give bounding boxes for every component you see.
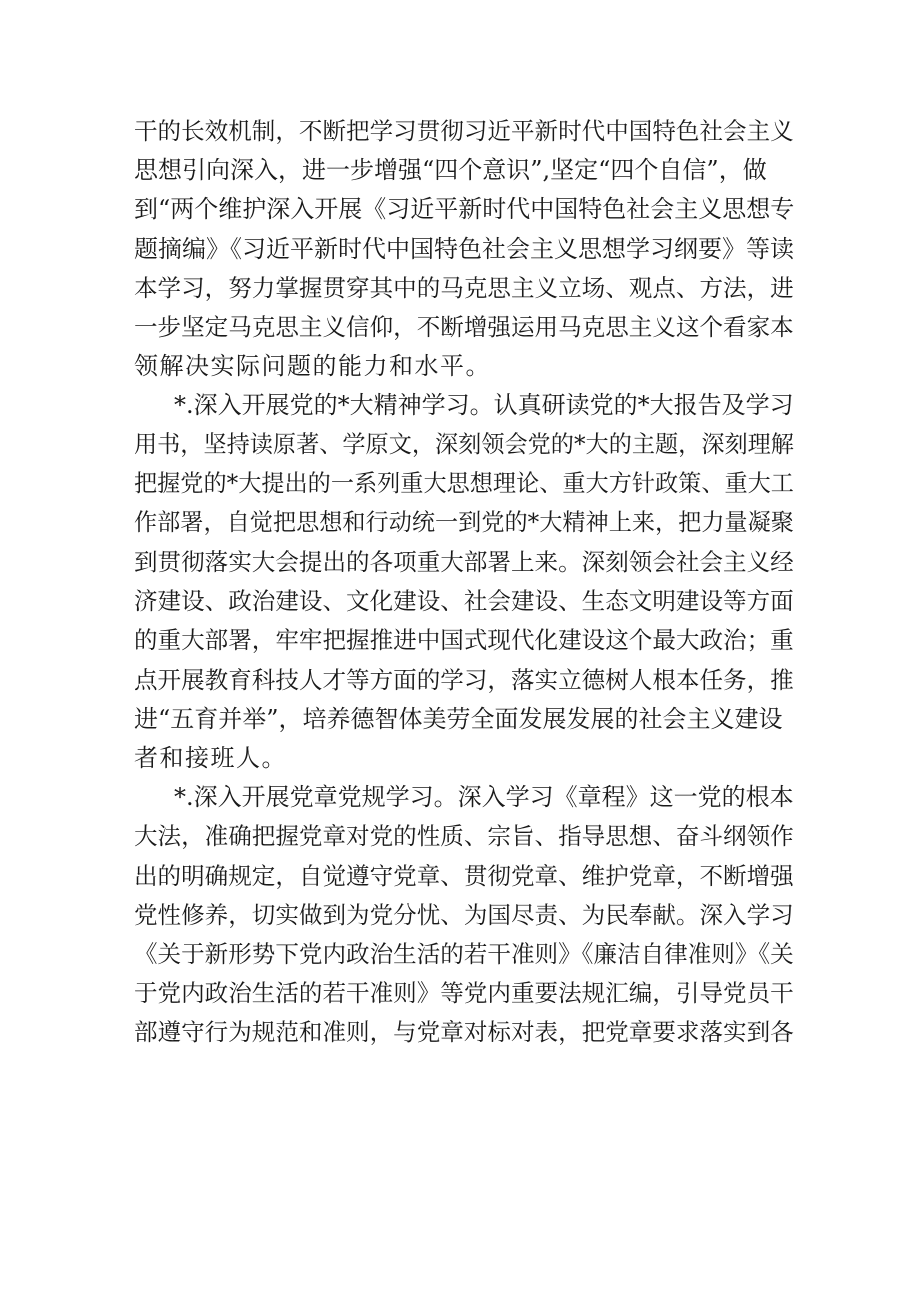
text-line: 出的明确规定，自觉遵守党章、贯彻党章、维护党章，不断增强: [134, 861, 794, 890]
text-line: 点开展教育科技人才等方面的学习，落实立德树人根本任务，推: [134, 665, 794, 694]
text-line: 济建设、政治建设、文化建设、社会建设、生态文明建设等方面: [134, 587, 794, 616]
text-line: 的重大部署，牢牢把握推进中国式现代化建设这个最大政治；重: [134, 626, 794, 655]
text-line: 到“两个维护深入开展《习近平新时代中国特色社会主义思想专: [134, 195, 795, 224]
text-line: 党性修养，切实做到为党分忧、为国尽责、为民奉献。深入学习: [134, 900, 794, 929]
paragraph-1: [134, 112, 794, 386]
text-line: 干的长效机制，不断把学习贯彻习近平新时代中国特色社会主义: [134, 117, 794, 145]
text-line: 于党内政治生活的若干准则》等党内重要法规汇编，引导党员干: [134, 979, 794, 1008]
text-line: 作部署，自觉把思想和行动统一到党的*大精神上来，把力量凝聚: [134, 509, 794, 536]
text-line: 到贯彻落实大会提出的各项重大部署上来。深刻领会社会主义经: [134, 548, 794, 577]
text-line: 本学习，努力掌握贯穿其中的马克思主义立场、观点、方法，进: [134, 273, 794, 302]
paragraph-3: [134, 778, 794, 1052]
text-line: 大法，准确把握党章对党的性质、宗旨、指导思想、奋斗纲领作: [134, 822, 794, 851]
text-line: *.深入开展党的*大精神学习。认真研读党的*大报告及学习: [174, 391, 794, 420]
text-line: 领解决实际问题的能力和水平。: [134, 352, 491, 381]
text-line: 思想引向深入，进一步增强“四个意识”,坚定“四个自信”，做: [134, 156, 767, 185]
text-line: 《关于新形势下党内政治生活的若干准则》《廉洁自律准则》《关: [134, 939, 794, 968]
text-line: 题摘编》《习近平新时代中国特色社会主义思想学习纲要》等读: [134, 234, 794, 263]
text-line: 一步坚定马克思主义信仰，不断增强运用马克思主义这个看家本: [134, 312, 794, 341]
text-line: 进“五育并举”，培养德智体美劳全面发展发展的社会主义建设: [134, 704, 783, 733]
text-line: *.深入开展党章党规学习。深入学习《章程》这一党的根本: [174, 783, 794, 812]
text-line: 部遵守行为规范和准则，与党章对标对表，把党章要求落实到各: [134, 1018, 794, 1047]
document-body: [134, 112, 794, 1053]
paragraph-2: [134, 386, 794, 778]
text-line: 把握党的*大提出的一系列重大思想理论、重大方针政策、重大工: [134, 470, 794, 497]
text-line: 用书，坚持读原著、学原文，深刻领会党的*大的主题，深刻理解: [134, 431, 794, 458]
text-line: 者和接班人。: [134, 744, 287, 772]
